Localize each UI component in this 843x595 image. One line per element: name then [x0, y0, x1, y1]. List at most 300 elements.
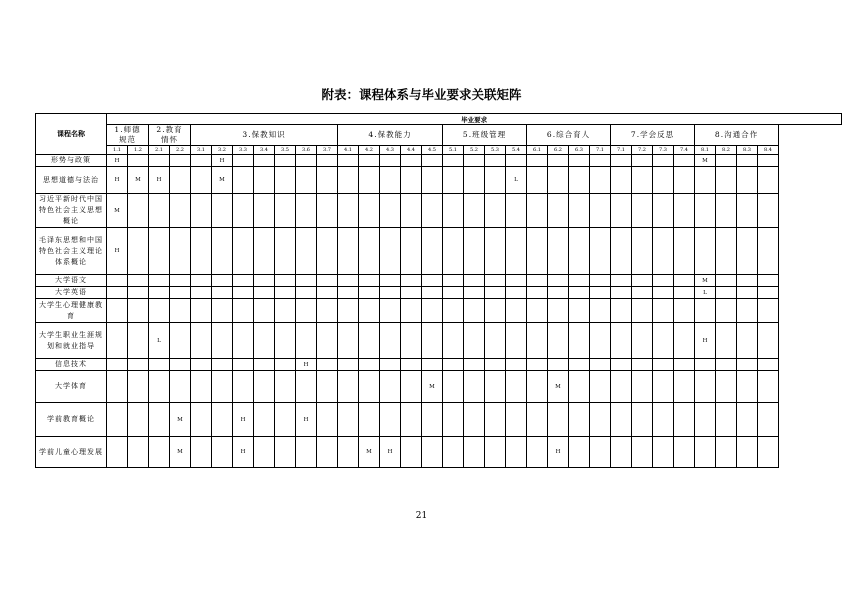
- course-name-cell: 大学生心理健康教育: [36, 299, 107, 323]
- matrix-cell: [275, 228, 296, 275]
- matrix-cell: [254, 167, 275, 194]
- matrix-cell: [527, 403, 548, 437]
- matrix-cell: [338, 371, 359, 403]
- matrix-cell: [422, 403, 443, 437]
- course-name-cell: 学前儿童心理发展: [36, 437, 107, 468]
- matrix-cell: [716, 323, 737, 359]
- matrix-cell: [737, 228, 758, 275]
- matrix-cell: [422, 437, 443, 468]
- matrix-cell: [548, 403, 569, 437]
- matrix-cell: [674, 323, 695, 359]
- matrix-cell: [254, 194, 275, 228]
- matrix-cell: [674, 287, 695, 299]
- matrix-cell: M: [695, 275, 716, 287]
- matrix-cell: [317, 155, 338, 167]
- matrix-cell: [590, 359, 611, 371]
- matrix-cell: L: [149, 323, 170, 359]
- matrix-cell: [653, 403, 674, 437]
- matrix-cell: [233, 167, 254, 194]
- matrix-cell: [485, 437, 506, 468]
- matrix-cell: [380, 194, 401, 228]
- matrix-cell: [128, 299, 149, 323]
- matrix-cell: [128, 371, 149, 403]
- matrix-cell: [422, 299, 443, 323]
- matrix-cell: [296, 167, 317, 194]
- matrix-cell: [275, 371, 296, 403]
- matrix-cell: [107, 437, 128, 468]
- matrix-cell: [590, 155, 611, 167]
- requirement-sub-header: 3.3: [233, 146, 254, 155]
- matrix-cell: [338, 155, 359, 167]
- matrix-cell: [632, 371, 653, 403]
- matrix-cell: [695, 437, 716, 468]
- matrix-cell: [653, 167, 674, 194]
- matrix-cell: [548, 275, 569, 287]
- matrix-cell: [485, 287, 506, 299]
- matrix-cell: [695, 194, 716, 228]
- matrix-cell: [548, 287, 569, 299]
- matrix-cell: [548, 167, 569, 194]
- matrix-cell: [401, 194, 422, 228]
- matrix-cell: [191, 167, 212, 194]
- matrix-cell: [527, 167, 548, 194]
- matrix-cell: M: [695, 155, 716, 167]
- matrix-cell: [737, 155, 758, 167]
- matrix-cell: [149, 299, 170, 323]
- table-row: [36, 167, 842, 194]
- matrix-cell: H: [296, 359, 317, 371]
- matrix-cell: [338, 299, 359, 323]
- matrix-cell: [758, 287, 779, 299]
- matrix-cell: [380, 299, 401, 323]
- matrix-cell: [107, 403, 128, 437]
- matrix-cell: [296, 287, 317, 299]
- matrix-cell: H: [233, 403, 254, 437]
- page-number: 21: [415, 511, 428, 521]
- course-name-cell: 学前教育概论: [36, 403, 107, 437]
- matrix-cell: [296, 228, 317, 275]
- matrix-cell: [527, 228, 548, 275]
- matrix-cell: [170, 194, 191, 228]
- matrix-cell: [191, 287, 212, 299]
- matrix-cell: [485, 371, 506, 403]
- matrix-cell: M: [359, 437, 380, 468]
- matrix-cell: [716, 194, 737, 228]
- matrix-cell: [611, 371, 632, 403]
- matrix-cell: [128, 403, 149, 437]
- requirement-sub-header: 1.2: [128, 146, 149, 155]
- matrix-cell: [254, 371, 275, 403]
- matrix-cell: [149, 287, 170, 299]
- matrix-cell: [464, 299, 485, 323]
- requirement-sub-header: 8.3: [737, 146, 758, 155]
- matrix-cell: [149, 155, 170, 167]
- matrix-cell: [317, 359, 338, 371]
- matrix-cell: [506, 228, 527, 275]
- matrix-cell: [254, 437, 275, 468]
- matrix-cell: [548, 359, 569, 371]
- matrix-cell: [443, 323, 464, 359]
- matrix-cell: [443, 359, 464, 371]
- matrix-cell: [401, 275, 422, 287]
- matrix-cell: [758, 167, 779, 194]
- matrix-cell: [674, 155, 695, 167]
- matrix-cell: [758, 299, 779, 323]
- matrix-cell: [632, 287, 653, 299]
- matrix-cell: [569, 287, 590, 299]
- matrix-cell: [611, 194, 632, 228]
- matrix-cell: [464, 194, 485, 228]
- matrix-cell: [401, 155, 422, 167]
- matrix-cell: [590, 371, 611, 403]
- matrix-cell: [527, 437, 548, 468]
- matrix-cell: H: [107, 228, 128, 275]
- matrix-cell: [254, 359, 275, 371]
- matrix-cell: [275, 155, 296, 167]
- course-name-cell: 大学生职业生涯规划和就业指导: [36, 323, 107, 359]
- matrix-cell: [674, 275, 695, 287]
- requirement-sub-header: 5.4: [506, 146, 527, 155]
- matrix-cell: [275, 323, 296, 359]
- matrix-cell: [758, 437, 779, 468]
- matrix-cell: [716, 299, 737, 323]
- matrix-cell: [191, 359, 212, 371]
- requirement-sub-header: 8.1: [695, 146, 716, 155]
- requirement-sub-header: 4.2: [359, 146, 380, 155]
- matrix-cell: [275, 437, 296, 468]
- matrix-cell: [737, 371, 758, 403]
- matrix-cell: [569, 299, 590, 323]
- matrix-cell: [506, 155, 527, 167]
- matrix-cell: [569, 359, 590, 371]
- requirement-group-header: 2.教育情怀: [149, 125, 191, 146]
- matrix-cell: [590, 228, 611, 275]
- matrix-cell: [716, 275, 737, 287]
- matrix-cell: [590, 299, 611, 323]
- matrix-cell: [485, 155, 506, 167]
- matrix-cell: [317, 371, 338, 403]
- matrix-cell: [569, 155, 590, 167]
- matrix-cell: [191, 275, 212, 287]
- matrix-cell: [485, 194, 506, 228]
- requirement-group-header: 5.班级管理: [443, 125, 527, 146]
- requirement-sub-header: 7.1: [590, 146, 611, 155]
- matrix-cell: [464, 437, 485, 468]
- matrix-cell: [527, 371, 548, 403]
- matrix-cell: [464, 371, 485, 403]
- requirement-sub-header: 4.1: [338, 146, 359, 155]
- matrix-cell: [485, 275, 506, 287]
- table-row: [36, 323, 842, 359]
- matrix-cell: [380, 228, 401, 275]
- matrix-cell: [653, 275, 674, 287]
- requirement-sub-header: 3.7: [317, 146, 338, 155]
- table-row: [36, 403, 842, 437]
- matrix-cell: [548, 299, 569, 323]
- matrix-cell: [128, 359, 149, 371]
- matrix-cell: L: [695, 287, 716, 299]
- table-row: [36, 287, 842, 299]
- matrix-cell: [254, 228, 275, 275]
- requirement-sub-header: 2.2: [170, 146, 191, 155]
- matrix-cell: [716, 287, 737, 299]
- matrix-cell: [380, 287, 401, 299]
- matrix-cell: [233, 228, 254, 275]
- matrix-cell: [527, 359, 548, 371]
- matrix-cell: [359, 275, 380, 287]
- matrix-cell: [443, 371, 464, 403]
- matrix-cell: [716, 371, 737, 403]
- matrix-cell: [464, 155, 485, 167]
- matrix-cell: [569, 371, 590, 403]
- matrix-cell: [149, 371, 170, 403]
- matrix-cell: [506, 299, 527, 323]
- matrix-cell: [653, 437, 674, 468]
- matrix-cell: [401, 437, 422, 468]
- matrix-cell: [632, 359, 653, 371]
- matrix-cell: [758, 275, 779, 287]
- matrix-cell: [611, 287, 632, 299]
- matrix-cell: [275, 275, 296, 287]
- matrix-cell: [695, 371, 716, 403]
- matrix-cell: [380, 323, 401, 359]
- requirement-sub-header: 5.3: [485, 146, 506, 155]
- matrix-cell: [716, 359, 737, 371]
- matrix-cell: [632, 299, 653, 323]
- matrix-cell: [590, 287, 611, 299]
- table-row: [36, 275, 842, 287]
- requirement-sub-header: 4.5: [422, 146, 443, 155]
- matrix-cell: [359, 228, 380, 275]
- matrix-cell: [191, 437, 212, 468]
- matrix-cell: [212, 194, 233, 228]
- matrix-cell: [443, 299, 464, 323]
- matrix-cell: [632, 275, 653, 287]
- matrix-cell: [254, 275, 275, 287]
- matrix-cell: [758, 155, 779, 167]
- matrix-cell: [233, 371, 254, 403]
- matrix-cell: [380, 403, 401, 437]
- matrix-cell: M: [548, 371, 569, 403]
- requirement-group-row: [36, 125, 842, 146]
- matrix-cell: [674, 359, 695, 371]
- matrix-cell: [191, 403, 212, 437]
- matrix-cell: [212, 323, 233, 359]
- matrix-cell: [569, 194, 590, 228]
- matrix-cell: [233, 287, 254, 299]
- matrix-cell: [485, 228, 506, 275]
- matrix-cell: [191, 299, 212, 323]
- matrix-cell: [338, 228, 359, 275]
- matrix-cell: [296, 194, 317, 228]
- matrix-cell: [590, 275, 611, 287]
- matrix-cell: [233, 155, 254, 167]
- matrix-cell: [401, 323, 422, 359]
- requirement-group-header: 4.保教能力: [338, 125, 443, 146]
- matrix-cell: [275, 194, 296, 228]
- matrix-cell: [527, 299, 548, 323]
- matrix-cell: [632, 167, 653, 194]
- requirement-group-header: 8.沟通合作: [695, 125, 779, 146]
- matrix-cell: [212, 371, 233, 403]
- course-name-cell: 大学体育: [36, 371, 107, 403]
- matrix-cell: H: [380, 437, 401, 468]
- matrix-cell: [485, 167, 506, 194]
- matrix-cell: [380, 167, 401, 194]
- matrix-cell: [674, 228, 695, 275]
- matrix-cell: [422, 275, 443, 287]
- matrix-cell: [296, 371, 317, 403]
- matrix-cell: [569, 275, 590, 287]
- matrix-cell: [653, 371, 674, 403]
- matrix-cell: [674, 167, 695, 194]
- matrix-cell: [359, 323, 380, 359]
- matrix-cell: [338, 359, 359, 371]
- requirement-sub-header: 5.2: [464, 146, 485, 155]
- requirement-sub-header: 3.2: [212, 146, 233, 155]
- requirement-group-header: 3.保教知识: [191, 125, 338, 146]
- matrix-cell: [254, 287, 275, 299]
- matrix-cell: [128, 323, 149, 359]
- matrix-cell: [695, 167, 716, 194]
- requirement-sub-header: 4.4: [401, 146, 422, 155]
- table-row: [36, 437, 842, 468]
- matrix-cell: [737, 275, 758, 287]
- matrix-cell: [485, 359, 506, 371]
- matrix-cell: [590, 194, 611, 228]
- requirement-sub-header: 8.4: [758, 146, 779, 155]
- matrix-cell: [317, 275, 338, 287]
- matrix-cell: [107, 359, 128, 371]
- matrix-cell: [317, 323, 338, 359]
- requirement-sub-header: 6.3: [569, 146, 590, 155]
- matrix-cell: [296, 437, 317, 468]
- requirement-sub-header: 7.4: [674, 146, 695, 155]
- matrix-cell: [548, 228, 569, 275]
- matrix-cell: [401, 371, 422, 403]
- requirement-sub-header: 5.1: [443, 146, 464, 155]
- matrix-cell: [275, 403, 296, 437]
- matrix-cell: M: [170, 403, 191, 437]
- matrix-cell: [422, 287, 443, 299]
- matrix-cell: [632, 155, 653, 167]
- matrix-cell: [170, 299, 191, 323]
- matrix-cell: [338, 194, 359, 228]
- matrix-cell: [611, 167, 632, 194]
- matrix-cell: [653, 299, 674, 323]
- matrix-cell: [317, 287, 338, 299]
- matrix-cell: [212, 403, 233, 437]
- matrix-cell: [737, 299, 758, 323]
- table-row: [36, 194, 842, 228]
- requirement-group-header: 7.学会反思: [611, 125, 695, 146]
- matrix-cell: [149, 437, 170, 468]
- matrix-cell: [317, 437, 338, 468]
- matrix-cell: [506, 287, 527, 299]
- matrix-cell: [149, 275, 170, 287]
- matrix-cell: [149, 359, 170, 371]
- table-row: [36, 371, 842, 403]
- matrix-cell: [506, 371, 527, 403]
- matrix-cell: [338, 437, 359, 468]
- matrix-cell: [590, 323, 611, 359]
- matrix-cell: [275, 287, 296, 299]
- matrix-cell: [737, 167, 758, 194]
- requirement-sub-header: 2.1: [149, 146, 170, 155]
- matrix-cell: [317, 299, 338, 323]
- matrix-cell: [611, 299, 632, 323]
- matrix-cell: [464, 323, 485, 359]
- matrix-cell: [611, 275, 632, 287]
- course-name-cell: 思想道德与法治: [36, 167, 107, 194]
- matrix-cell: [359, 371, 380, 403]
- matrix-cell: [212, 287, 233, 299]
- matrix-cell: [149, 228, 170, 275]
- matrix-cell: M: [128, 167, 149, 194]
- requirement-sub-header: 3.1: [191, 146, 212, 155]
- matrix-cell: [359, 194, 380, 228]
- requirement-sub-header: 8.2: [716, 146, 737, 155]
- matrix-cell: [128, 228, 149, 275]
- matrix-cell: [590, 167, 611, 194]
- matrix-cell: [170, 228, 191, 275]
- matrix-cell: [464, 275, 485, 287]
- matrix-header: [36, 114, 842, 155]
- matrix-cell: [212, 437, 233, 468]
- matrix-cell: [338, 275, 359, 287]
- matrix-cell: [254, 323, 275, 359]
- matrix-cell: [170, 275, 191, 287]
- matrix-cell: H: [107, 155, 128, 167]
- matrix-cell: [191, 228, 212, 275]
- matrix-cell: [506, 437, 527, 468]
- matrix-cell: [674, 299, 695, 323]
- matrix-cell: [359, 403, 380, 437]
- matrix-cell: [107, 299, 128, 323]
- matrix-cell: [716, 403, 737, 437]
- requirement-sub-header: 7.3: [653, 146, 674, 155]
- table-row: [36, 359, 842, 371]
- matrix-cell: [611, 437, 632, 468]
- matrix-cell: [107, 323, 128, 359]
- matrix-cell: [254, 155, 275, 167]
- matrix-cell: [422, 323, 443, 359]
- matrix-cell: [653, 155, 674, 167]
- matrix-cell: [317, 403, 338, 437]
- matrix-cell: [716, 228, 737, 275]
- requirement-sub-header: 3.5: [275, 146, 296, 155]
- matrix-cell: [464, 287, 485, 299]
- matrix-cell: [422, 155, 443, 167]
- matrix-cell: [380, 371, 401, 403]
- matrix-cell: [170, 155, 191, 167]
- matrix-cell: [506, 403, 527, 437]
- matrix-body: [36, 155, 842, 468]
- course-name-cell: 习近平新时代中国特色社会主义思想概论: [36, 194, 107, 228]
- table-row: [36, 299, 842, 323]
- matrix-cell: H: [149, 167, 170, 194]
- matrix-cell: [737, 194, 758, 228]
- matrix-cell: [653, 359, 674, 371]
- matrix-cell: [128, 155, 149, 167]
- matrix-cell: [632, 437, 653, 468]
- matrix-cell: [758, 371, 779, 403]
- matrix-cell: [674, 403, 695, 437]
- matrix-cell: [233, 323, 254, 359]
- requirement-sub-header: 7.1: [611, 146, 632, 155]
- matrix-cell: [653, 323, 674, 359]
- matrix-cell: [401, 299, 422, 323]
